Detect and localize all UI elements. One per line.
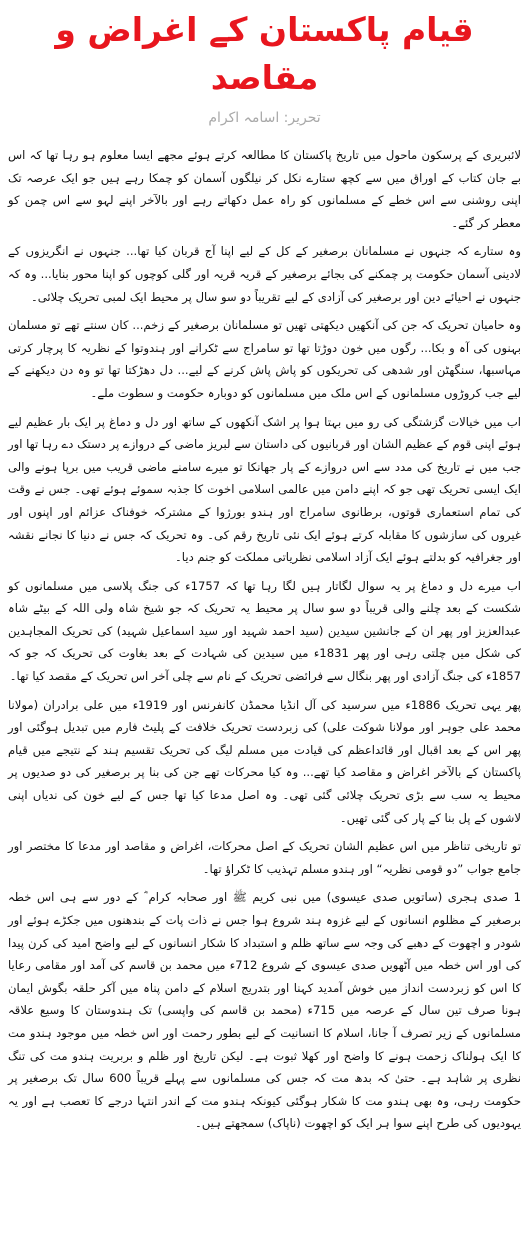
paragraph: 1 صدی ہجری (ساتویں صدی عیسوی) میں نبی کریم ﷺ اور صحابہ کرام ؓ کے دور سے ہی اس خطہ برصغیر کے مظلوم انسانوں کے لیے غزوہ ہند شروع ہوا جس نے ذات پات کے بندھنوں میں جکڑے ہوئے اور شودر و اچھوت کے دھبے کی وجہ سے ساتھ ظلم و استبداد کا شکار انسانوں کے لیے واضح امید کی کرن پیدا کی اور اس خطہ میں آٹھویں صدی عیسوی کے شروع 712ء میں محمد بن قاسم کی آمد اور مقامی رعایا کا اس کو زبردست انداز میں خوش آمدید کہنا اور بتدریج اسلام کے دامن پناہ میں آکر حلقہ بگوش ایمان ہونا صرف تین سال کے عرصہ میں 715ء (محمد بن قاسم کی واپسی) تک ہندوستان کا وسیع علاقہ مسلمانوں کے زیر تصرف آ جانا، اسلام کا انسانیت کے لیے بطور رحمت اور اس خطہ میں موجود ہندو مت کا ایک ہولناک زحمت ہونے کا واضح اور کھلا ثبوت ہے۔ لیکن تاریخ اور ظلم و بربریت ہندو مت کی تنگ نظری پر شاہد ہے۔ حتیٰ کہ بدھ مت کہ جس کی مسلمانوں سے پہلے قریباً 600 سال تک برصغیر پر حکومت رہی، وہ بھی ہندو مت کا شکار ہوگئی کیونکہ ہندو مت کے اندر انتہا درجے کا تعصب ہے اور یہ یہودیوں کی طرح اپنے سوا ہر ایک کو اچھوت (ناپاک) سمجھتے ہیں۔ [8, 890, 522, 1131]
author-byline: تحریر: اسامہ اکرام [208, 110, 321, 126]
article-title: قیام پاکستان کے اغراض و مقاصد [55, 10, 474, 97]
article-body [8, 144, 521, 1135]
paragraph: اب میں خیالات گزشتگی کی رو میں بہتا ہوا پر اشک آنکھوں کے ساتھ اور دل و دماغ پر ایک بار عظیم لیے ہوئے اپنی قوم کے عظیم الشان اور قربانیوں کی داستان سے لبریز ماضی کے دروازے پر دستک دے رہا تھا اور جب میں نے تاریخ کی مدد سے اس دروازے کے پار جھانکا تو میرے سامنے ماضی قریب میں برپا ہونے والی ایک ایسی تحریک تھی جو کہ اپنے دامن میں عالمی اسلامی اخوت کا جذبہ سموئے ہوئے تھی۔ جس نے وقت کی تمام استعماری قوتوں، برطانوی سامراج اور ہندو بورژوا کے مشترکہ خوفناک عزائم اور اپنوں اور غیروں کی سازشوں کا مقابلہ کرتے ہوئے ایک نئی تاریخ رقم کی۔ وہ تحریک کہ جس نے دنیا کا نجانے نقشہ اور جغرافیہ کو بدلتے ہوئے ایک آزاد اسلامی نظریاتی مملکت کو جنم دیا۔ [8, 414, 521, 565]
paragraph: پھر یہی تحریک 1886ء میں سرسید کی آل انڈیا محمڈن کانفرنس اور 1919ء میں علی برادران (مولانا محمد علی جوہر اور مولانا شوکت علی) کی زبردست تحریک خلافت کے پلیٹ فارم میں تبدیل ہوگئی اور پھر اس کے بعد اقبال اور قائداعظم کی قیادت میں مسلم لیگ کی تحریک تقسیم ہند کے نتیجے میں قیام پاکستان کے بالآخر اغراض و مقاصد کیا تھے... وہ کیا محرکات تھے جن کی بنا پر برصغیر کی دو صدیوں پر محیط یہ سب سے بڑی تحریک چلائی گئی تھی۔ وہ اصل مدعا کیا تھا جس کے لیے خون کی ندیاں اپنی لاشوں کے پل بنا کے پار کی گئی تھیں۔ [8, 697, 521, 825]
paragraph: وہ حامیان تحریک کہ جن کی آنکھیں دیکھتی تھیں تو مسلمانان برصغیر کے زخم... کان سنتے تھے تو مسلمان بہنوں کی آہ و بکا... رگوں میں خون دوڑتا تھا تو سامراج سے ٹکرانے اور ہندوتوا کے نظریہ کا پرچار کرتی مہاسبھا، سنگھٹن اور شدھی کی تحریکوں کو پاش پاش کرنے کے لیے... دل دھڑکتا تھا تو وہ دن دیکھنے کے لیے جب کروڑوں مسلمانوں کے اس ملک میں مسلمانوں کو دوبارہ حکومت و سطوت ملے۔ [8, 318, 521, 400]
paragraph: تو تاریخی تناظر میں اس عظیم الشان تحریک کے اصل محرکات، اغراض و مقاصد اور مدعا کا مختصر اور جامع جواب ”دو قومی نظریہ“ اور ہندو مسلم تہذیب کا ٹکراؤ تھا۔ [8, 839, 521, 876]
paragraph: وہ ستارے کہ جنہوں نے مسلمانان برصغیر کے کل کے لیے اپنا آج قربان کیا تھا... جنہوں نے انگریزوں کے لادینی آسمان حکومت پر چمکنے کی بجائے برصغیر کے قریہ قریہ اور گلی کوچوں کو اپنا محور بنایا... وہ کہ جنہوں نے احیائے دین اور برصغیر کی آزادی کے لیے تقریباً دو سو سال پر محیط ایک لمبی تحریک چلائی۔ [8, 244, 521, 304]
paragraph: لائبریری کے پرسکون ماحول میں تاریخ پاکستان کا مطالعہ کرتے ہوئے مجھے ایسا معلوم ہو رہا تھا کہ اس بے جان کتاب کے اوراق میں سے کچھ ستارے نکل کر نیلگوں آسمان کو چمکا رہے ہیں جو ایک عرصہ تک اپنی روشنی سے اس خطے کے مسلمانوں کو راہ عمل دکھاتے رہے اور بالآخر اپنے لہو سے اس چمن کو معطر کر گئے۔ [8, 148, 521, 230]
paragraph: اب میرے دل و دماغ پر یہ سوال لگاتار ہیں لگا رہا تھا کہ 1757ء کی جنگ پلاسی میں مسلمانوں کو شکست کے بعد چلنے والی قریباً دو سو سال پر محیط یہ تحریک کہ جو شیخ شاہ ولی اللہ کے بیٹے شاہ عبدالعزیز اور پھر ان کے جانشین سیدین (سید احمد شہید اور سید اسماعیل شہید) کی تحریک المجاہدین کی شکل میں چلتی رہی اور پھر 1831ء میں سیدین کی شہادت کے بعد بغاوت کی تحریک کہ جو کہ 1857ء کی جنگ آزادی اور پھر بنگال سے فرائضی تحریک کے نام سے چلی آخر اس تحریک کے مقصد کیا تھا۔ [8, 578, 521, 684]
